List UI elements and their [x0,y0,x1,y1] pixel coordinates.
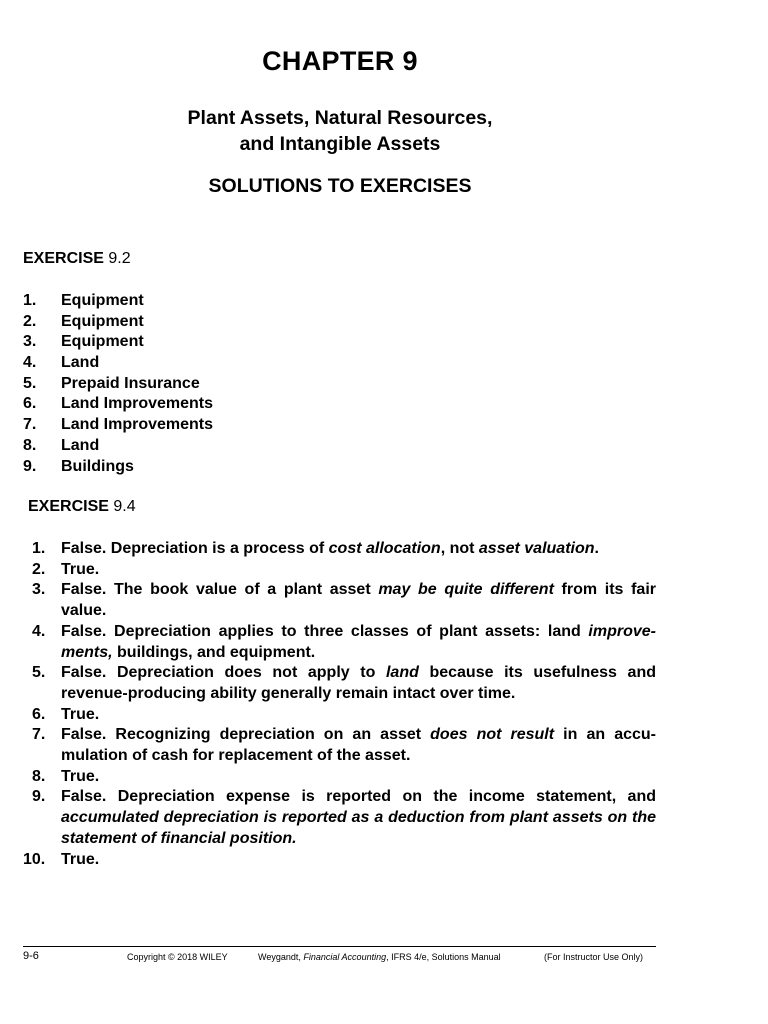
item-number: 9. [32,788,46,806]
item-answer: Land Improvements [61,416,214,434]
item-number: 1. [23,292,37,309]
item-text: True. [61,850,100,868]
item-text: in an accumulation of cash for replacement of the asset. [61,726,656,765]
list-item [23,312,213,333]
footer-copyright: Copyright © 2018 WILEY [127,952,228,962]
list-item [23,415,213,436]
item-number: 2. [23,312,37,330]
item-answer: Buildings [61,457,134,475]
item-number: 6. [23,395,37,413]
footer-book-author: Weygandt, [258,952,304,962]
section-heading: SOLUTIONS TO EXERCISES [208,175,472,197]
list-item [23,539,656,560]
item-answer: Land [61,436,100,454]
item-text: False. Depreciation applies to three classes of plant assets: land [61,622,589,640]
exercise-label: EXERCISE [23,250,104,267]
item-number: 5. [23,374,37,392]
emphasis-text: does not result [430,726,555,744]
list-item [23,580,656,621]
exercise-9-2-answer-list [23,291,213,477]
list-item [23,394,213,415]
emphasis-text: cost allocation [328,540,441,557]
item-number: 3. [23,333,37,351]
list-item [23,725,656,766]
item-text: True. [61,767,100,785]
item-text: False. Depreciation is a process of [61,540,329,557]
exercise-label: EXERCISE [28,498,109,515]
emphasis-text: accumulated depreciation is reported as a deduction from plant assets on the statement of financial position. [61,809,656,847]
exercise-9-4-answer-list [23,539,656,870]
item-text: True. [61,560,100,578]
list-item [23,560,656,581]
item-text: , not [440,540,479,557]
exercise-number: 9.4 [113,498,136,515]
item-number: 9. [23,457,37,475]
footer-book-title: Financial Accounting [303,952,387,962]
item-number: 4. [32,622,46,640]
item-number: 10. [23,850,46,868]
item-number: 4. [23,354,37,372]
item-answer: Land [61,354,100,372]
item-text: True. [61,705,100,723]
list-item [23,767,656,788]
emphasis-text: asset valuation [478,540,595,557]
item-number: 6. [32,705,46,723]
list-item [23,787,656,849]
item-answer: Equipment [61,292,144,309]
exercise-9-4-heading [28,498,136,516]
list-item [23,850,656,871]
item-text: False. Depreciation expense is reported on the income statement, and [61,788,656,806]
list-item [23,353,213,374]
chapter-subtitle-line1: Plant Assets, Natural Resources, [187,107,493,129]
footer-divider [23,946,656,947]
item-number: 8. [32,767,46,785]
item-answer: Equipment [61,312,144,330]
list-item [23,436,213,457]
item-number: 1. [32,540,46,557]
emphasis-text: land [385,664,419,682]
exercise-number: 9.2 [108,250,131,267]
item-number: 5. [32,664,46,682]
item-text: False. Recognizing depreciation on an asset [61,726,431,744]
page-number: 9-6 [23,950,39,962]
emphasis-text: may be quite different [378,581,554,599]
chapter-subtitle-line2: and Intangible Assets [239,133,441,155]
item-text: False. Depreciation does not apply to [61,664,386,682]
list-item [23,374,213,395]
footer-book-edition: , IFRS 4/e, Solutions Manual [386,952,501,962]
list-item [23,332,213,353]
chapter-title: CHAPTER 9 [262,46,418,76]
footer-use-note: (For Instructor Use Only) [544,952,644,962]
item-text: from its fair value. [61,581,656,620]
item-text: False. The book value of a plant asset [61,581,379,599]
item-number: 8. [23,436,37,454]
item-number: 7. [32,726,46,744]
item-number: 2. [32,560,46,578]
list-item [23,663,656,704]
item-number: 3. [32,581,46,599]
exercise-9-2-heading [23,250,131,268]
item-text: . [594,540,599,557]
footer-book-citation [258,952,501,962]
list-item [23,457,213,478]
list-item [23,622,656,663]
item-text: because its usefulness and revenue-producing ability generally remain intact over time. [61,664,656,702]
list-item [23,705,656,726]
item-number: 7. [23,416,37,434]
item-answer: Land Improvements [61,395,214,413]
emphasis-text: improvements, [61,622,656,661]
item-answer: Equipment [61,333,144,351]
item-text: buildings, and equipment. [112,643,316,661]
list-item [23,291,213,312]
item-answer: Prepaid Insurance [61,374,200,392]
